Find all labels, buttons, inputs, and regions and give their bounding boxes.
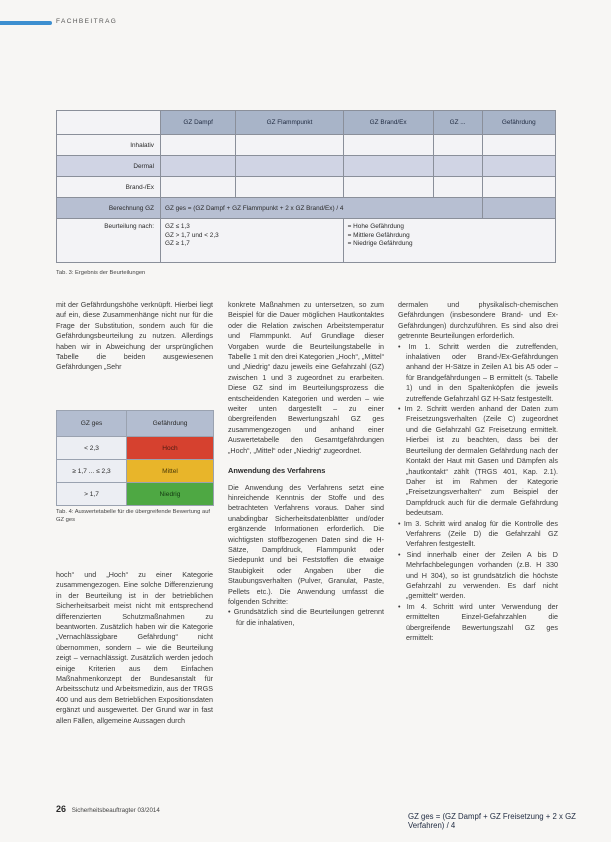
table-header-empty	[57, 111, 161, 135]
table-header-row	[57, 111, 556, 135]
list-item: • Grundsätzlich sind die Beurteilungen getrennt für die inhalativen,	[228, 607, 384, 627]
level-cell: ≥ 1,7 ... ≤ 2,3	[57, 460, 127, 483]
list-item: • Sind innerhalb einer der Zeilen A bis D Mehrfachbelegungen vorhanden (z.B. H 330 und H 304), so ist grundsätzlich die höchste Gefahrzahl zu verwenden. Es darf nicht „gemittelt“ werden.	[398, 549, 558, 601]
formula: GZ ges = (GZ Dampf + GZ Freisetzung + 2 x GZ Verfahren) / 4	[408, 812, 576, 830]
header	[0, 18, 611, 28]
column-2	[228, 300, 384, 628]
page-number: 26	[56, 804, 67, 814]
table-row	[57, 437, 214, 460]
table-header-cell: GZ Brand/Ex	[343, 111, 433, 135]
evaluation-table	[56, 410, 214, 506]
table-caption: Tab. 4: Auswertetabelle für die übergreifende Bewertung auf GZ ges	[56, 509, 211, 523]
table-header-cell: Gefährdung	[127, 411, 214, 437]
table-row	[57, 483, 214, 506]
column-3	[398, 300, 558, 643]
evaluation-results	[343, 219, 555, 263]
result: = Mittlere Gefährdung	[347, 231, 410, 239]
column-1-text: mit der Gefährdungshöhe verknüpft. Hierbei liegt auf ein, diese Zusammenhänge nicht nur für die Frage der Substitution, sondern auch für die Gefährdungsbeurteilung zu nutzen. Allerdings haben wir in Abweichung der ursprünglichen Tabelle die beiden ausgewiesenen Gefährdungen „Sehr	[56, 300, 213, 372]
table-row-calculation	[57, 198, 556, 219]
row-label: Dermal	[57, 156, 161, 177]
list-item: • Im 3. Schritt wird analog für die Kontrolle des Verfahrens (Zeile D) die Gefahrzahl GZ Verfahren festgestellt.	[398, 518, 558, 549]
table-row-evaluation	[57, 219, 556, 263]
level-cell: > 1,7	[57, 483, 127, 506]
list-item: • Im 1. Schritt werden die zutreffenden, inhalativen oder Brand-/Ex-Gefährdungen anhand der H-Sätze in Zeilen A1 bis A5 oder – für Brandgefährdungen – B ermittelt (s. Tabelle 1) und in den Spaltenköpfen die jeweils zutreffende Gefahrzahl GZ H-Satz festgestellt.	[398, 341, 558, 403]
result: = Niedrige Gefährdung	[347, 240, 413, 247]
hazard-medium-cell: Mittel	[127, 460, 214, 483]
hazard-high-cell: Hoch	[127, 437, 214, 460]
result: = Hohe Gefährdung	[347, 223, 404, 230]
table-header-cell: Gefährdung	[482, 111, 555, 135]
header-label: FACHBEITRAG	[56, 18, 118, 25]
evaluation-criteria	[161, 219, 344, 263]
section-heading: Anwendung des Verfahrens	[228, 466, 326, 476]
header-accent-bar	[0, 21, 52, 25]
table-row	[57, 177, 556, 198]
table-header-cell: GZ Dampf	[161, 111, 236, 135]
list-item: • Im 2. Schritt werden anhand der Daten zum Freisetzungsverhalten (Zeile C) zugeordnet und die Gefahrzahl GZ Freisetzung ermittelt. Hierbei ist zu beachten, dass bei der Beurteilung der dermalen Gefährdung nach der Kontakt der Haut mit Gasen und Dämpfen als „hautkontakt“ zählt (TRGS 401, Kap. 2.1). Daher ist im Rahmen der Kategorie „Freisetzungsverhalten“ zum Beispiel der Dampfdruck auch für die dermale Gefährdung bedeutsam.	[398, 404, 558, 518]
publication-title: Sicherheitsbeauftragter 03/2014	[71, 807, 160, 814]
level-cell: < 2,3	[57, 437, 127, 460]
paragraph: konkrete Maßnahmen zu untersetzen, so zum Beispiel für die Dauer möglichen Hautkontaktes oder die Relation zwischen Arbeitstemperatur und Flammpunkt. Auf Grundlage dieser Vorgaben wurde die Beurteilungstabelle in Tabelle 1 mit den drei Kategorien „Hoch“, „Mittel“ und „Niedrig“ dazu jeweils eine Gefahrzahl (GZ) zwischen 1 und 3 zugeordnet zu erarbeiten. Diese GZ sind im Beurteilungsprozess die entscheidenden Kategorien und werden – wie weiter unten dargestellt – zu einer übergreifenden Bewertungszahl GZ ges zusammengezogen und anhand einer Auswertetabelle den Gesamtgefährdungen „Hoch“, „Mittel“ oder „Niedrig“ zugeordnet.	[228, 300, 384, 455]
table-header-cell: GZ ges	[57, 411, 127, 437]
assessment-table	[56, 110, 556, 263]
hazard-low-cell: Niedrig	[127, 483, 214, 506]
criterion: GZ > 1,7 und < 2,3	[165, 231, 219, 239]
table-row	[57, 156, 556, 177]
calculation-formula: GZ ges = (GZ Dampf + GZ Flammpunkt + 2 x GZ Brand/Ex) / 4	[161, 198, 483, 219]
paragraph: Die Anwendung des Verfahrens setzt eine hinreichende Kenntnis der Stoffe und des betrachteten Verfahrens voraus. Daher sind unabdingbar Sicherheitsdatenblätter und/oder ergänzende Informationen erforderlich. Die wichtigsten stoffbezogenen Daten sind die H-Sätze, Dampfdruck, Flammpunkt oder Siedepunkt und bei Feststoffen die etwaige Staubigkeit oder Angaben über die Staubungsverhalten (Pulver, Granulat, Paste, Pellets etc.). Die Anwendung umfasst die folgenden Schritte:	[228, 482, 384, 606]
row-label: Brand-/Ex	[57, 177, 161, 198]
footer	[56, 804, 160, 814]
criterion: GZ ≤ 1,3	[165, 223, 190, 230]
row-label: Inhalativ	[57, 135, 161, 156]
table-header-row	[57, 411, 214, 437]
table-header-cell: GZ ...	[433, 111, 482, 135]
table-header-cell: GZ Flammpunkt	[236, 111, 343, 135]
row-label: Beurteilung nach:	[57, 219, 161, 263]
paragraph: dermalen und physikalisch-chemischen Gefährdungen (insbesondere Brand- und Ex-Gefährdungen) durchzuführen. Es sind also drei getrennte Beurteilungen erforderlich.	[398, 300, 558, 341]
row-label: Berechnung GZ	[57, 198, 161, 219]
table-caption: Tab. 3: Ergebnis der Beurteilungen	[56, 270, 146, 276]
list-item: • Im 4. Schritt wird unter Verwendung der ermittelten Einzel-Gefahrzahlen die übergreifende Bewertungszahl GZ ges ermittelt:	[398, 601, 558, 642]
criterion: GZ ≥ 1,7	[165, 240, 190, 247]
table-row	[57, 460, 214, 483]
table-row	[57, 135, 556, 156]
column-1b-text: hoch“ und „Hoch“ zu einer Kategorie zusammengezogen. Eine solche Differenzierung in der Beurteilung ist in der betrieblichen Sicherheitsarbeit meist nicht mit entsprechend differenzierten Schutzmaßnahmen zu beantworten. Zusätzlich haben wir die Kategorie „Vernachlässigbare Gefährdung“ nicht übernommen, sondern – wie die Beurteilung zeigt – vernachlässigt. Zusätzlich werden jedoch einige Kriterien aus dem Einfachen Maßnahmenkonzept der Bundesanstalt für Arbeitsschutz und Arbeitsmedizin, aus der TRGS 400 und aus dem Betrieblichen Expositionsdaten ergänzt und ausgewertet. Der Grund war in fast allen Fällen, allgemeine Aussagen durch	[56, 570, 213, 725]
